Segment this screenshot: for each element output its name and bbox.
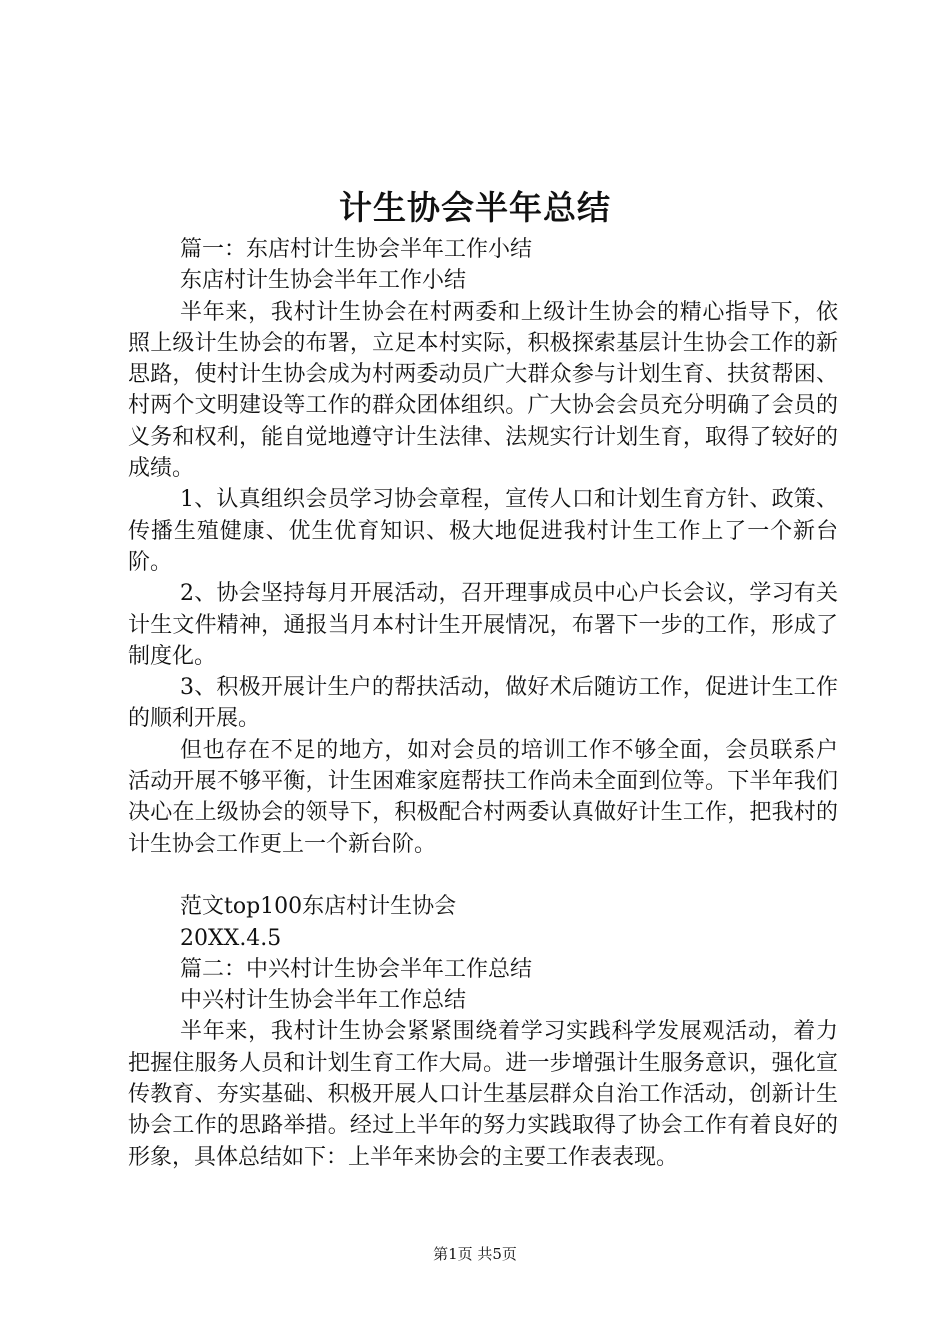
section1-heading: 篇一：东店村计生协会半年工作小结 [180,237,533,262]
signature: 范文top100东店村计生协会 [180,894,457,920]
document-title: 计生协会半年总结 [339,188,611,227]
section1-subheading: 东店村计生协会半年工作小结 [180,268,467,294]
blank-line [128,860,838,891]
section1-paragraph-item-2: 2、协会坚持每月开展活动，召开理事成员中心户长会议，学习有关计生文件精神，通报当月本村计生开展情况，布署下一步的工作，形成了制度化。 [128,581,838,669]
page-number-footer: 第1页 共5页 [433,1245,517,1263]
section1-paragraph-intro: 半年来，我村计生协会在村两委和上级计生协会的精心指导下，依照上级计生协会的布署，立足本村实际，积极探索基层计生协会工作的新思路，使村计生协会成为村两委动员广大群众参与计划生育、扶贫帮困、村两个文明建设等工作的群众团体组织。广大协会会员充分明确了会员的义务和权利，能自觉地遵守计生法律、法规实行计划生育，取得了较好的成绩。 [128,299,838,482]
section1-paragraph-item-3: 3、积极开展计生户的帮扶活动，做好术后随访工作，促进计生工作的顺利开展。 [128,675,838,732]
section2-paragraph-intro: 半年来，我村计生协会紧紧围绕着学习实践科学发展观活动，着力把握住服务人员和计划生育工作大局。进一步增强计生服务意识，强化宣传教育、夯实基础、积极开展人口计生基层群众自治工作活动，创新计生协会工作的思路举措。经过上半年的努力实践取得了协会工作有着良好的形象，具体总结如下：上半年来协会的主要工作表表现。 [128,1019,838,1170]
signature-date: 20XX.4.5 [180,925,282,951]
document-body [128,234,838,1173]
section2-heading: 篇二：中兴村计生协会半年工作总结 [180,956,533,982]
section2-subheading: 中兴村计生协会半年工作总结 [180,988,467,1014]
section1-paragraph-item-1: 1、认真组织会员学习协会章程，宣传人口和计划生育方针、政策、传播生殖健康、优生优育知识、极大地促进我村计生工作上了一个新台阶。 [128,487,838,575]
section1-paragraph-closing: 但也存在不足的地方，如对会员的培训工作不够全面，会员联系户活动开展不够平衡，计生困难家庭帮扶工作尚未全面到位等。下半年我们决心在上级协会的领导下，积极配合村两委认真做好计生工作，把我村的计生协会工作更上一个新台阶。 [128,737,838,857]
